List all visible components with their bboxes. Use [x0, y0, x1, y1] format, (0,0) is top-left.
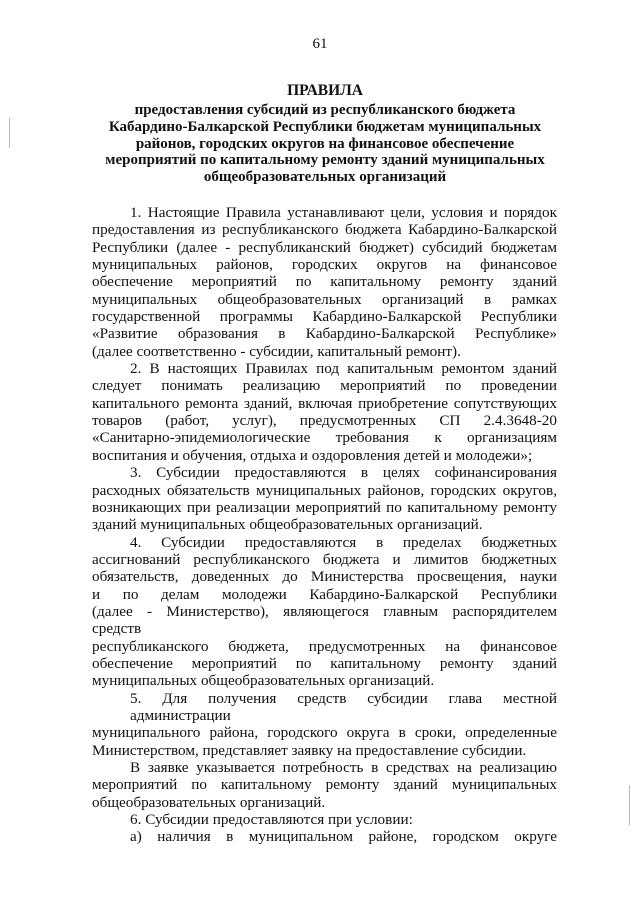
paragraph: [92, 360, 557, 464]
paragraph: [92, 534, 557, 690]
text-line: мероприятий по капитальному ремонту зданий муниципальных: [92, 776, 557, 794]
text-line: 5. Для получения средств субсидии глава местной администрации: [130, 689, 557, 724]
text-line: общеобразовательных организаций.: [92, 793, 326, 811]
text-line: муниципального района, городского округа в сроки, определенные: [92, 724, 557, 742]
paragraph: [92, 828, 557, 845]
text-line: государственной программы Кабардино-Балкарской Республики: [92, 308, 557, 326]
text-line: «Развитие образования в Кабардино-Балкарской Республике»: [92, 325, 557, 343]
text-line: расходных обязательств муниципальных районов, городских округов,: [92, 481, 557, 499]
document-body: [92, 204, 557, 846]
paragraph: [92, 759, 557, 811]
text-line: (далее соответственно - субсидии, капитальный ремонт).: [92, 342, 461, 360]
subtitle-line: мероприятий по капитальному ремонту зданий муниципальных: [105, 152, 545, 169]
document-title: ПРАВИЛА: [287, 82, 363, 99]
text-line: 3. Субсидии предоставляются в целях софинансирования: [130, 464, 557, 482]
text-line: (далее - Министерство), являющегося главным распорядителем средств: [92, 602, 557, 638]
text-line: воспитания и обучения, отдыха и оздоровления детей и молодежи»;: [92, 446, 533, 464]
text-line: республиканского бюджета, предусмотренных на финансовое: [92, 637, 557, 655]
text-line: и по делам молодежи Кабардино-Балкарской Республики: [92, 585, 557, 603]
text-line: возникающих при реализации мероприятий по капитальному ремонту: [92, 498, 557, 516]
text-line: муниципальных общеобразовательных организаций.: [92, 672, 435, 690]
paragraph: [92, 811, 557, 828]
title-block: [92, 82, 558, 186]
subtitle-line: предоставления субсидий из республиканского бюджета: [134, 102, 516, 118]
text-line: следует понимать реализацию мероприятий по проведении: [92, 377, 557, 395]
text-line: обязательств, доведенных до Министерства просвещения, науки: [92, 568, 557, 586]
subtitle-line: Кабардино-Балкарской Республики бюджетам муниципальных: [108, 118, 542, 135]
text-line: 6. Субсидии предоставляются при условии:: [130, 811, 413, 829]
text-line: муниципальных районов, городских округов на финансовое: [92, 256, 557, 274]
text-line: 4. Субсидии предоставляются в пределах бюджетных: [130, 533, 557, 551]
text-line: В заявке указывается потребность в средствах на реализацию: [130, 759, 557, 776]
text-line: Республики (далее - республиканский бюджет) субсидий бюджетам: [92, 238, 557, 256]
page-number: 61: [312, 36, 328, 52]
text-line: Министерством, представляет заявку на предоставление субсидии.: [92, 741, 527, 759]
scan-mark: [9, 118, 10, 148]
text-line: «Санитарно-эпидемиологические требования к организациям: [92, 429, 557, 447]
paragraph: [92, 204, 557, 360]
subtitle-line: районов, городских округов на финансовое обеспечение: [135, 135, 515, 152]
text-line: 2. В настоящих Правилах под капитальным ремонтом зданий: [130, 360, 557, 378]
text-line: муниципальных общеобразовательных организаций в рамках: [92, 290, 557, 308]
text-line: обеспечение мероприятий по капитальному ремонту зданий: [92, 273, 557, 291]
paragraph: [92, 690, 557, 759]
text-line: зданий муниципальных общеобразовательных организаций.: [92, 516, 483, 534]
text-line: ассигнований республиканского бюджета и лимитов бюджетных: [92, 550, 557, 568]
paragraph: [92, 464, 557, 533]
text-line: 1. Настоящие Правила устанавливают цели, условия и порядок: [130, 204, 557, 221]
text-line: товаров (работ, услуг), предусмотренных СП 2.4.3648-20: [92, 412, 557, 430]
text-line: обеспечение мероприятий по капитальному ремонту зданий: [92, 654, 557, 672]
text-line: капитального ремонта зданий, включая приобретение сопутствующих: [92, 394, 557, 412]
subtitle-line: общеобразовательных организаций: [203, 169, 447, 186]
document-subtitle: [92, 102, 558, 186]
scan-mark: [629, 785, 630, 825]
text-line: а) наличия в муниципальном районе, городском округе: [130, 828, 557, 846]
text-line: предоставления из республиканского бюджета Кабардино-Балкарской: [92, 221, 557, 239]
